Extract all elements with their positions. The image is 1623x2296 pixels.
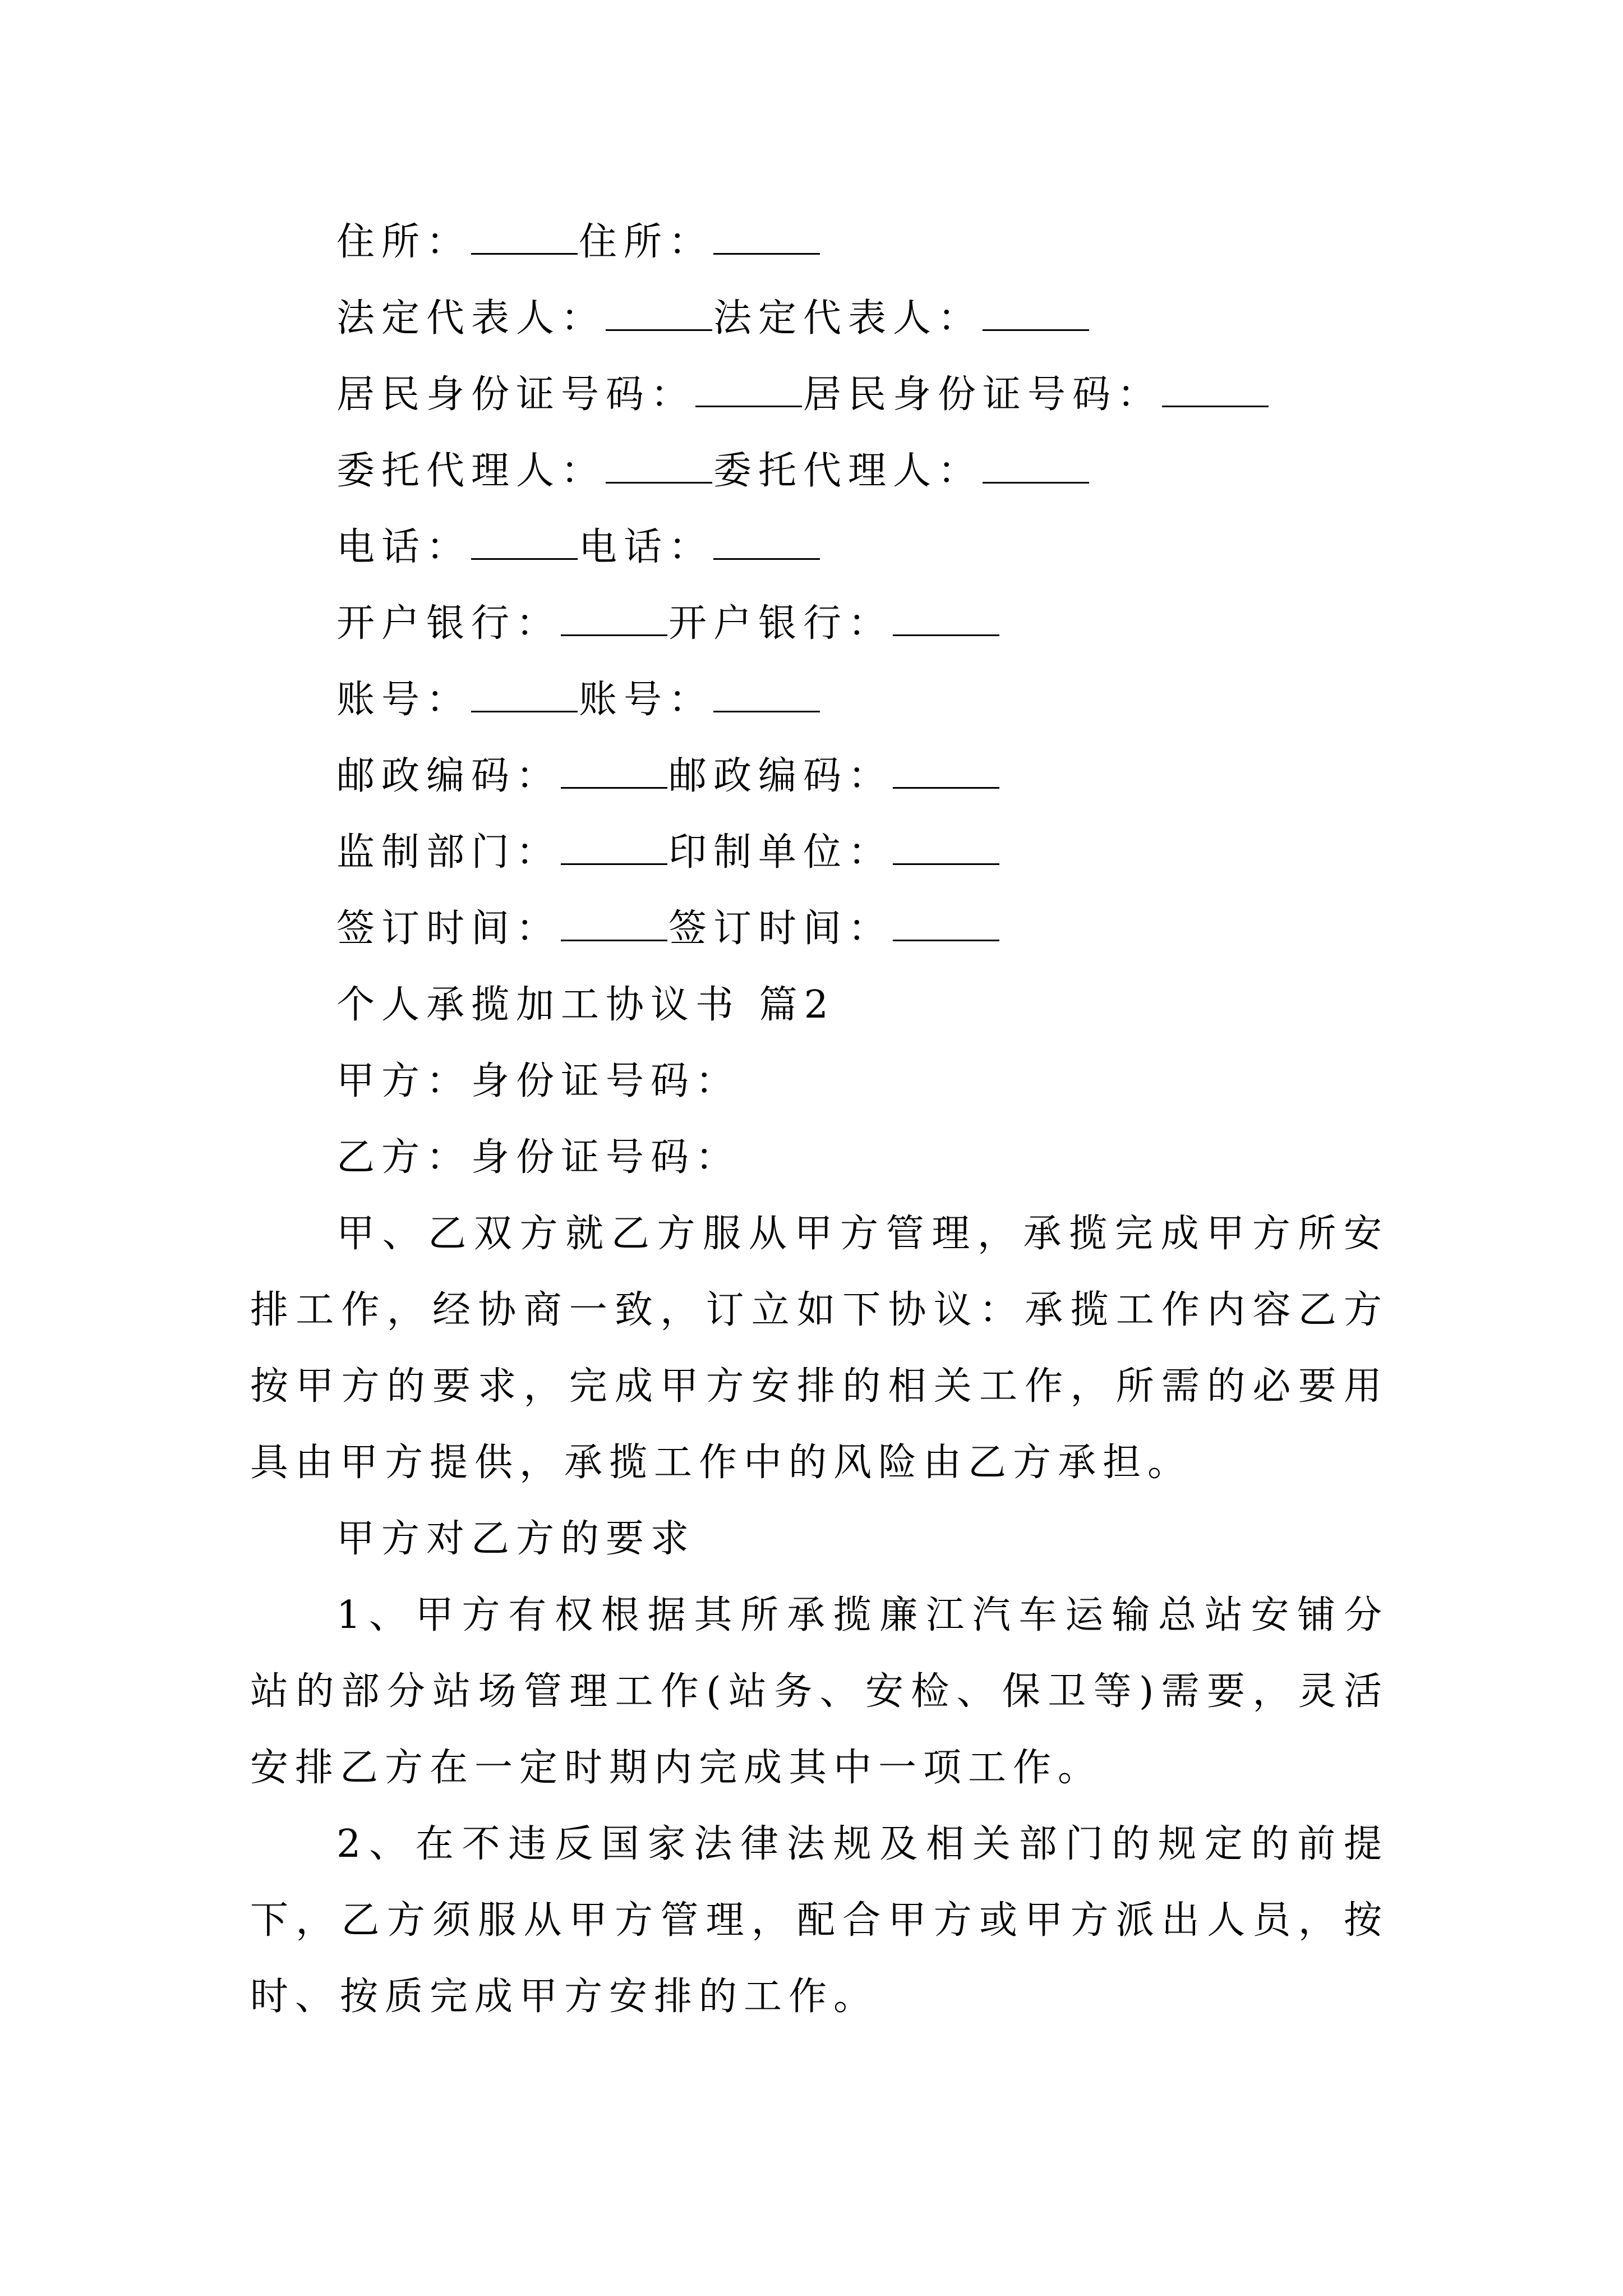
blank-line: [713, 710, 820, 712]
field-label-left: 电话：: [336, 525, 472, 569]
paragraph-agreement: 甲、乙双方就乙方服从甲方管理，承揽完成甲方所安排工作，经协商一致，订立如下协议：承揽工作内容乙方按甲方的要求，完成甲方安排的相关工作，所需的必要用具由甲方提供，承揽工作中的风险由乙方承担。: [250, 1212, 1389, 1485]
blank-line: [1162, 404, 1269, 407]
field-label-right: 法定代表人：: [713, 296, 983, 341]
field-label-left: 邮政编码：: [336, 754, 561, 798]
field-line-legal-representative: [336, 296, 1090, 341]
blank-line: [893, 938, 999, 941]
blank-line: [893, 633, 999, 636]
blank-line: [893, 862, 999, 865]
blank-line: [561, 633, 667, 636]
paragraph-requirements-heading: 甲方对乙方的要求: [336, 1517, 696, 1561]
paragraph-item-1: 1、甲方有权根据其所承揽廉江汽车运输总站安铺分站的部分站场管理工作(站务、安检、保卫等)需要，灵活安排乙方在一定时期内完成其中一项工作。: [250, 1593, 1389, 1790]
paragraph-item-2: 2、在不违反国家法律法规及相关部门的规定的前提下，乙方须服从甲方管理，配合甲方或甲方派出人员，按时、按质完成甲方安排的工作。: [250, 1822, 1389, 2019]
field-line-agent: [336, 449, 1090, 493]
field-line-account: [336, 678, 821, 722]
field-label-right: 印制单位：: [668, 830, 893, 875]
blank-line: [471, 252, 578, 255]
blank-line: [606, 481, 712, 484]
field-label-right: 开户银行：: [668, 601, 893, 646]
field-label-left: 账号：: [336, 678, 472, 722]
field-line-supervisor-printer: [336, 830, 1000, 875]
field-line-bank: [336, 601, 1000, 646]
field-label-left: 居民身份证号码：: [336, 372, 696, 417]
field-line-id-number: [336, 372, 1270, 417]
field-label-left: 委托代理人：: [336, 449, 606, 493]
blank-line: [561, 862, 667, 865]
party-a-line: 甲方：身份证号码：: [336, 1059, 741, 1103]
field-label-right: 账号：: [579, 678, 714, 722]
blank-line: [713, 557, 820, 560]
blank-line: [471, 557, 578, 560]
party-b-line: 乙方：身份证号码：: [336, 1135, 741, 1180]
field-label-right: 电话：: [579, 525, 714, 569]
section-title: 个人承揽加工协议书 篇2: [336, 983, 835, 1027]
blank-line: [983, 481, 1089, 484]
field-label-left: 法定代表人：: [336, 296, 606, 341]
field-line-sign-date: [336, 907, 1000, 951]
field-line-address: [336, 220, 821, 264]
blank-line: [606, 328, 712, 331]
blank-line: [893, 786, 999, 789]
field-label-left: 开户银行：: [336, 601, 561, 646]
field-label-right: 签订时间：: [668, 907, 893, 951]
field-line-phone: [336, 525, 821, 569]
field-label-right: 住所：: [579, 220, 714, 264]
field-label-left: 监制部门：: [336, 830, 561, 875]
blank-line: [713, 252, 820, 255]
field-label-right: 邮政编码：: [668, 754, 893, 798]
field-label-left: 住所：: [336, 220, 472, 264]
blank-line: [471, 710, 578, 712]
field-label-right: 居民身份证号码：: [803, 372, 1163, 417]
field-label-right: 委托代理人：: [713, 449, 983, 493]
blank-line: [695, 404, 802, 407]
blank-line: [561, 786, 667, 789]
field-label-left: 签订时间：: [336, 907, 561, 951]
blank-line: [561, 938, 667, 941]
field-line-postcode: [336, 754, 1000, 798]
blank-line: [983, 328, 1089, 331]
